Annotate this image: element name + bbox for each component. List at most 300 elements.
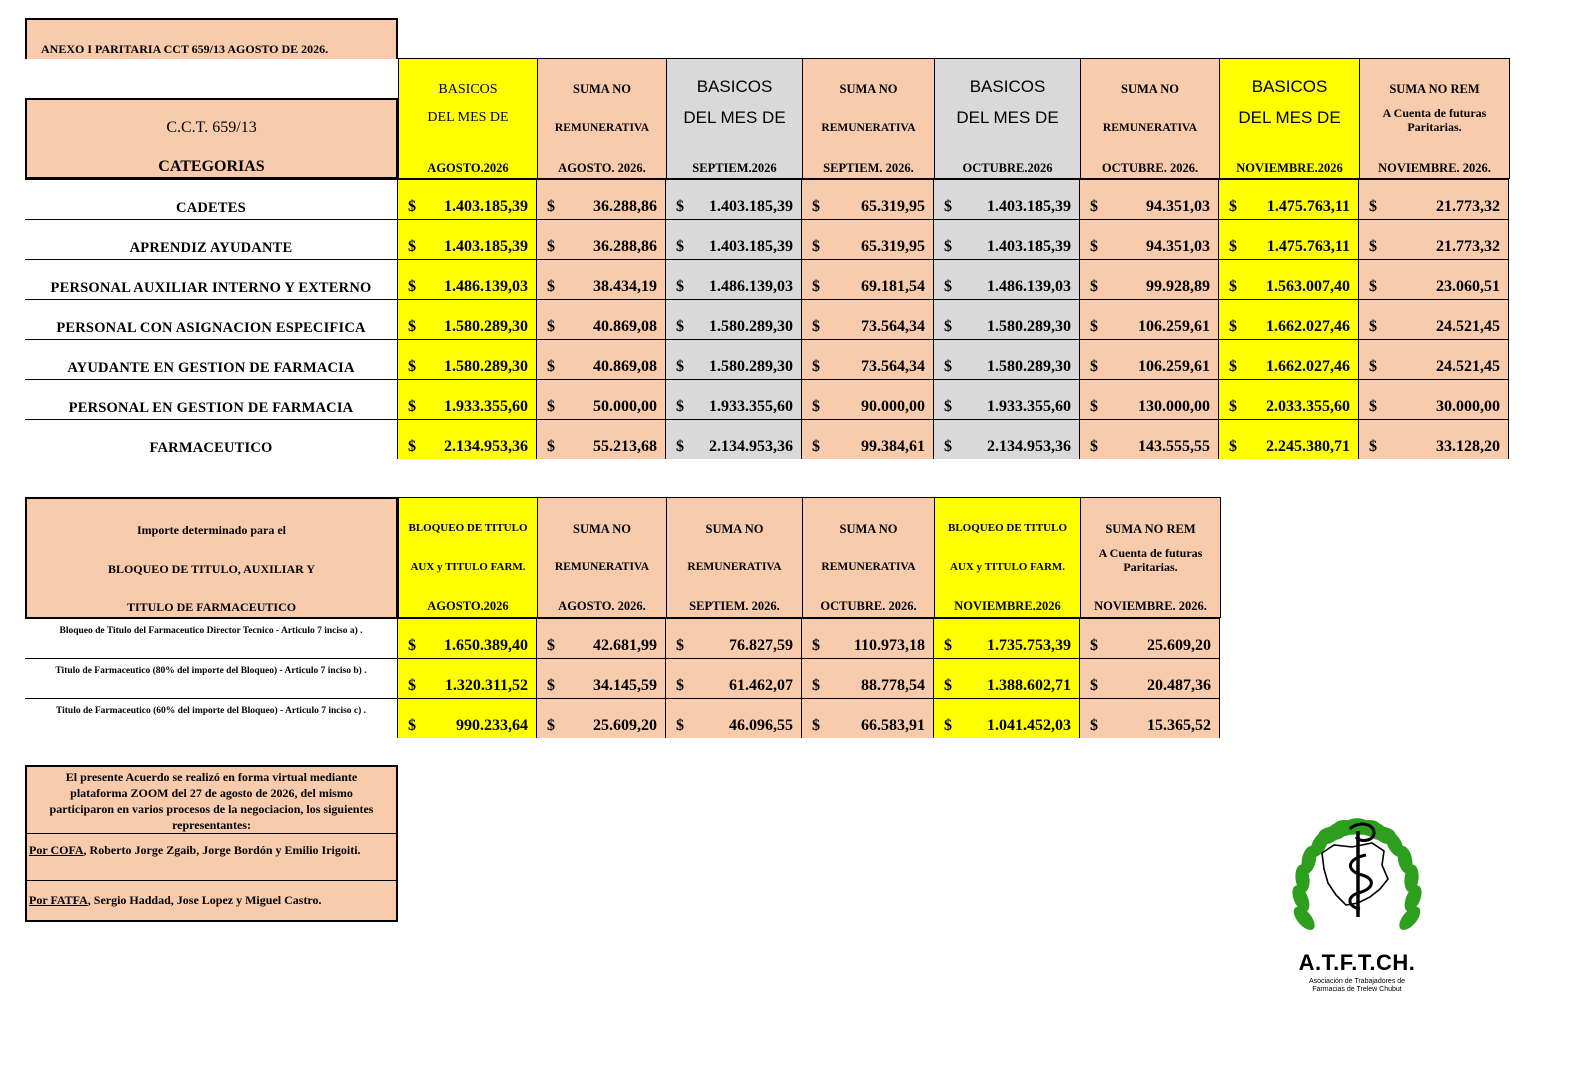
amount-value: 1.662.027,46 — [1266, 358, 1350, 375]
currency-sign: $ — [408, 238, 416, 255]
category-name: CADETES — [25, 179, 398, 219]
amount-cell — [398, 419, 537, 459]
col-header-6-line1: SUMA NO — [1121, 82, 1179, 96]
amount-cell — [398, 299, 537, 339]
amount-cell — [1359, 179, 1509, 219]
col-header-5 — [934, 58, 1081, 179]
amount-cell — [1219, 299, 1359, 339]
currency-sign: $ — [547, 677, 555, 694]
block-col-header-6 — [1080, 497, 1221, 618]
amount-cell — [802, 219, 934, 259]
amount-cell — [1359, 379, 1509, 419]
currency-sign: $ — [408, 318, 416, 335]
amount-value: 1.580.289,30 — [709, 358, 793, 375]
amount-cell — [802, 618, 934, 658]
amount-cell — [537, 618, 666, 658]
amount-value: 25.609,20 — [1147, 637, 1211, 654]
amount-cell — [1219, 419, 1359, 459]
atftch-logo — [1262, 785, 1452, 1000]
amount-value: 76.827,59 — [729, 637, 793, 654]
amount-value: 1.403.185,39 — [987, 238, 1071, 255]
col-header-4-line1: SUMA NO — [839, 82, 898, 96]
amount-cell — [398, 259, 537, 299]
currency-sign: $ — [676, 358, 684, 375]
amount-value: 94.351,03 — [1146, 198, 1210, 215]
amount-cell — [666, 339, 802, 379]
cofa-label: Por COFA — [29, 843, 84, 857]
amount-cell — [1359, 419, 1509, 459]
col-header-1 — [398, 58, 538, 179]
amount-value: 55.213,68 — [593, 438, 657, 455]
col-header-1-line1: BASICOS — [438, 82, 498, 97]
currency-sign: $ — [944, 398, 952, 415]
amount-cell — [537, 379, 666, 419]
agreement-fatfa — [27, 880, 396, 935]
table-row — [25, 658, 1220, 698]
cofa-names: , Roberto Jorge Zgaib, Jorge Bordón y Emilio Irigoiti. — [83, 843, 361, 857]
amount-value: 1.320.311,52 — [444, 677, 528, 694]
col-header-7-line2: DEL MES DE — [1238, 108, 1341, 127]
currency-sign: $ — [408, 438, 416, 455]
amount-cell — [398, 698, 537, 738]
amount-value: 65.319,95 — [861, 198, 925, 215]
amount-value: 1.580.289,30 — [444, 318, 528, 335]
amount-value: 38.434,19 — [593, 278, 657, 295]
currency-sign: $ — [408, 637, 416, 654]
amount-cell — [802, 339, 934, 379]
amount-cell — [1219, 339, 1359, 379]
amount-cell — [666, 219, 802, 259]
amount-cell — [666, 379, 802, 419]
amount-value: 40.869,08 — [593, 358, 657, 375]
table-row — [25, 618, 1220, 658]
amount-cell — [398, 618, 537, 658]
col-header-7-line3: NOVIEMBRE.2026 — [1236, 161, 1343, 175]
col-header-2-line2: REMUNERATIVA — [554, 122, 650, 134]
title-block-header-line2: BLOQUEO DE TITULO, AUXILIAR Y — [107, 562, 316, 576]
amount-value: 94.351,03 — [1146, 238, 1210, 255]
amount-value: 1.563.007,40 — [1266, 278, 1350, 295]
amount-value: 99.384,61 — [861, 438, 925, 455]
category-name: PERSONAL AUXILIAR INTERNO Y EXTERNO — [25, 259, 398, 299]
currency-sign: $ — [1090, 677, 1098, 694]
amount-cell — [802, 299, 934, 339]
currency-sign: $ — [812, 438, 820, 455]
amount-cell — [1359, 339, 1509, 379]
col-header-1-line3: AGOSTO.2026 — [427, 161, 509, 175]
amount-cell — [1219, 219, 1359, 259]
currency-sign: $ — [1090, 278, 1098, 295]
currency-sign: $ — [1229, 278, 1237, 295]
amount-cell — [1080, 698, 1220, 738]
amount-value: 110.973,18 — [853, 637, 925, 654]
currency-sign: $ — [547, 278, 555, 295]
amount-cell — [934, 259, 1080, 299]
currency-sign: $ — [812, 318, 820, 335]
amount-value: 143.555,55 — [1138, 438, 1210, 455]
currency-sign: $ — [1369, 398, 1377, 415]
currency-sign: $ — [408, 278, 416, 295]
amount-cell — [1219, 179, 1359, 219]
amount-value: 21.773,32 — [1436, 238, 1500, 255]
currency-sign: $ — [812, 677, 820, 694]
currency-sign: $ — [944, 358, 952, 375]
block-col-header-3 — [666, 497, 803, 618]
block-description: Titulo de Farmaceutico (80% del importe del Bloqueo) - Articulo 7 inciso b) . — [25, 658, 398, 698]
amount-value: 2.245.380,71 — [1266, 438, 1350, 455]
amount-value: 106.259,61 — [1138, 318, 1210, 335]
amount-value: 2.134.953,36 — [444, 438, 528, 455]
currency-sign: $ — [812, 637, 820, 654]
block-col-header-1-line3: AGOSTO.2026 — [427, 599, 509, 613]
currency-sign: $ — [944, 278, 952, 295]
amount-value: 1.403.185,39 — [444, 238, 528, 255]
block-col-header-6-line2: A Cuenta de futuras Paritarias. — [1098, 546, 1203, 574]
currency-sign: $ — [676, 198, 684, 215]
col-header-4-line3: SEPTIEM. 2026. — [823, 161, 914, 175]
amount-value: 1.403.185,39 — [709, 238, 793, 255]
fatfa-label: Por FATFA — [29, 893, 88, 907]
currency-sign: $ — [676, 677, 684, 694]
amount-value: 1.580.289,30 — [987, 318, 1071, 335]
currency-sign: $ — [812, 278, 820, 295]
currency-sign: $ — [812, 198, 820, 215]
col-header-5-line2: DEL MES DE — [956, 108, 1059, 127]
cct-label: C.C.T. 659/13 — [166, 119, 257, 136]
amount-value: 50.000,00 — [593, 398, 657, 415]
amount-cell — [537, 698, 666, 738]
block-col-header-1-line1: BLOQUEO DE TITULO — [408, 522, 528, 534]
block-col-header-2-line2: REMUNERATIVA — [554, 561, 650, 573]
amount-value: 66.583,91 — [861, 717, 925, 734]
amount-value: 46.096,55 — [729, 717, 793, 734]
col-header-8-line2: A Cuenta de futuras Paritarias. — [1382, 106, 1487, 134]
currency-sign: $ — [547, 318, 555, 335]
currency-sign: $ — [1229, 198, 1237, 215]
currency-sign: $ — [944, 318, 952, 335]
currency-sign: $ — [547, 637, 555, 654]
currency-sign: $ — [676, 438, 684, 455]
amount-value: 1.735.753,39 — [987, 637, 1071, 654]
amount-cell — [934, 618, 1080, 658]
currency-sign: $ — [676, 398, 684, 415]
amount-value: 69.181,54 — [861, 278, 925, 295]
amount-cell — [1080, 179, 1219, 219]
amount-value: 2.134.953,36 — [987, 438, 1071, 455]
currency-sign: $ — [1369, 318, 1377, 335]
currency-sign: $ — [547, 438, 555, 455]
category-name: PERSONAL CON ASIGNACION ESPECIFICA — [25, 299, 398, 339]
currency-sign: $ — [1229, 238, 1237, 255]
amount-value: 1.486.139,03 — [709, 278, 793, 295]
block-col-header-5 — [934, 497, 1081, 618]
col-header-7 — [1219, 58, 1360, 179]
amount-value: 1.403.185,39 — [987, 198, 1071, 215]
block-col-header-1-line2: AUX y TITULO FARM. — [410, 561, 526, 573]
amount-cell — [1359, 259, 1509, 299]
currency-sign: $ — [547, 238, 555, 255]
col-header-5-line1: BASICOS — [969, 77, 1046, 96]
currency-sign: $ — [547, 358, 555, 375]
amount-cell — [934, 379, 1080, 419]
col-header-7-line1: BASICOS — [1251, 77, 1328, 96]
amount-cell — [398, 379, 537, 419]
amount-value: 88.778,54 — [861, 677, 925, 694]
amount-cell — [934, 698, 1080, 738]
amount-cell — [666, 618, 802, 658]
amount-value: 25.609,20 — [593, 717, 657, 734]
currency-sign: $ — [812, 358, 820, 375]
category-name: FARMACEUTICO — [25, 419, 398, 459]
amount-cell — [398, 219, 537, 259]
amount-cell — [398, 658, 537, 698]
amount-cell — [1219, 379, 1359, 419]
col-header-2-line1: SUMA NO — [573, 82, 631, 96]
currency-sign: $ — [1090, 637, 1098, 654]
categories-label: CATEGORIAS — [158, 158, 265, 175]
amount-cell — [398, 339, 537, 379]
logo-subtitle-1: Asociación de Trabajadores de — [1308, 978, 1406, 985]
amount-cell — [802, 698, 934, 738]
block-col-header-4-line2: REMUNERATIVA — [821, 561, 916, 573]
col-header-3 — [666, 58, 803, 179]
currency-sign: $ — [1369, 438, 1377, 455]
amount-cell — [802, 179, 934, 219]
block-col-header-2-line3: AGOSTO. 2026. — [558, 599, 646, 613]
col-header-8-line1: SUMA NO REM — [1389, 82, 1480, 96]
currency-sign: $ — [1369, 238, 1377, 255]
amount-value: 1.580.289,30 — [444, 358, 528, 375]
table-row — [25, 219, 1509, 259]
currency-sign: $ — [1090, 398, 1098, 415]
currency-sign: $ — [408, 677, 416, 694]
col-header-3-line3: SEPTIEM.2026 — [692, 161, 777, 175]
amount-value: 24.521,45 — [1436, 358, 1500, 375]
amount-cell — [802, 658, 934, 698]
table-row — [25, 419, 1509, 459]
logo-title: A.T.F.T.CH. — [1298, 950, 1416, 975]
block-col-header-4-line1: SUMA NO — [839, 522, 898, 536]
amount-value: 36.288,86 — [593, 198, 657, 215]
currency-sign: $ — [408, 717, 416, 734]
amount-cell — [802, 259, 934, 299]
currency-sign: $ — [676, 278, 684, 295]
currency-sign: $ — [676, 637, 684, 654]
amount-value: 1.580.289,30 — [709, 318, 793, 335]
amount-cell — [934, 299, 1080, 339]
amount-value: 1.933.355,60 — [987, 398, 1071, 415]
amount-value: 20.487,36 — [1147, 677, 1211, 694]
amount-cell — [802, 379, 934, 419]
amount-value: 1.650.389,40 — [444, 637, 528, 654]
amount-cell — [537, 179, 666, 219]
amount-cell — [1080, 379, 1219, 419]
amount-cell — [1359, 219, 1509, 259]
col-header-4-line2: REMUNERATIVA — [821, 122, 916, 134]
col-header-3-line2: DEL MES DE — [683, 108, 786, 127]
block-description: Titulo de Farmaceutico (60% del importe del Bloqueo) - Articulo 7 inciso c) . — [25, 698, 398, 738]
amount-value: 73.564,34 — [861, 318, 925, 335]
amount-value: 15.365,52 — [1147, 717, 1211, 734]
amount-value: 61.462,07 — [729, 677, 793, 694]
currency-sign: $ — [547, 717, 555, 734]
amount-cell — [666, 179, 802, 219]
amount-value: 30.000,00 — [1436, 398, 1500, 415]
amount-value: 2.134.953,36 — [709, 438, 793, 455]
block-col-header-4 — [802, 497, 935, 618]
amount-value: 1.041.452,03 — [987, 717, 1071, 734]
currency-sign: $ — [1090, 198, 1098, 215]
amount-cell — [398, 179, 537, 219]
col-header-8 — [1359, 58, 1510, 179]
col-header-6-line3: OCTUBRE. 2026. — [1101, 161, 1199, 175]
amount-value: 33.128,20 — [1436, 438, 1500, 455]
currency-sign: $ — [676, 318, 684, 335]
currency-sign: $ — [1229, 358, 1237, 375]
table-row — [25, 698, 1220, 738]
col-header-1-line2: DEL MES DE — [427, 110, 509, 125]
currency-sign: $ — [944, 637, 952, 654]
logo-subtitle-2: Farmacias de Trelew Chubut — [1312, 986, 1402, 993]
currency-sign: $ — [812, 717, 820, 734]
block-col-header-2-line1: SUMA NO — [573, 522, 631, 536]
amount-value: 2.033.355,60 — [1266, 398, 1350, 415]
amount-value: 1.933.355,60 — [444, 398, 528, 415]
amount-value: 40.869,08 — [593, 318, 657, 335]
col-header-8-line3: NOVIEMBRE. 2026. — [1378, 161, 1491, 175]
amount-cell — [934, 658, 1080, 698]
block-col-header-5-line3: NOVIEMBRE.2026 — [954, 599, 1061, 613]
fatfa-names: , Sergio Haddad, Jose Lopez y Miguel Castro. — [87, 893, 322, 907]
currency-sign: $ — [408, 358, 416, 375]
category-name: PERSONAL EN GESTION DE FARMACIA — [25, 379, 398, 419]
amount-cell — [934, 339, 1080, 379]
block-col-header-1 — [398, 497, 538, 618]
agreement-box — [25, 765, 398, 922]
amount-value: 90.000,00 — [861, 398, 925, 415]
col-header-6-line2: REMUNERATIVA — [1102, 122, 1198, 134]
amount-value: 24.521,45 — [1436, 318, 1500, 335]
amount-cell — [1080, 419, 1219, 459]
amount-cell — [934, 419, 1080, 459]
currency-sign: $ — [1090, 438, 1098, 455]
amount-value: 42.681,99 — [593, 637, 657, 654]
amount-value: 1.475.763,11 — [1266, 198, 1350, 215]
amount-cell — [666, 698, 802, 738]
amount-cell — [802, 419, 934, 459]
col-header-2-line3: AGOSTO. 2026. — [558, 161, 646, 175]
title-block-header-line3: TITULO DE FARMACEUTICO — [126, 600, 297, 614]
currency-sign: $ — [547, 398, 555, 415]
block-col-header-5-line1: BLOQUEO DE TITULO — [948, 522, 1067, 534]
currency-sign: $ — [1090, 717, 1098, 734]
amount-cell — [1219, 259, 1359, 299]
currency-sign: $ — [944, 717, 952, 734]
category-name: APRENDIZ AYUDANTE — [25, 219, 398, 259]
currency-sign: $ — [408, 198, 416, 215]
amount-value: 21.773,32 — [1436, 198, 1500, 215]
title-block-header-line1: Importe determinado para el — [137, 523, 286, 537]
amount-value: 106.259,61 — [1138, 358, 1210, 375]
amount-value: 23.060,51 — [1436, 278, 1500, 295]
document-title: ANEXO I PARITARIA CCT 659/13 AGOSTO DE 2026. — [25, 18, 398, 59]
amount-value: 73.564,34 — [861, 358, 925, 375]
amount-cell — [537, 419, 666, 459]
amount-cell — [1080, 219, 1219, 259]
amount-value: 1.403.185,39 — [709, 198, 793, 215]
amount-cell — [537, 259, 666, 299]
amount-value: 1.403.185,39 — [444, 198, 528, 215]
table-row — [25, 299, 1509, 339]
block-col-header-5-line2: AUX y TITULO FARM. — [949, 561, 1066, 573]
amount-cell — [1080, 259, 1219, 299]
amount-cell — [537, 339, 666, 379]
laurel-wreath-icon — [1262, 785, 1452, 950]
currency-sign: $ — [676, 717, 684, 734]
table-row — [25, 379, 1509, 419]
amount-cell — [1080, 339, 1219, 379]
amount-value: 99.928,89 — [1146, 278, 1210, 295]
block-col-header-3-line1: SUMA NO — [705, 522, 764, 536]
col-header-3-line1: BASICOS — [696, 77, 773, 96]
block-col-header-2 — [537, 497, 667, 618]
currency-sign: $ — [1369, 278, 1377, 295]
currency-sign: $ — [1090, 238, 1098, 255]
currency-sign: $ — [1229, 318, 1237, 335]
amount-cell — [666, 419, 802, 459]
amount-value: 990.233,64 — [456, 717, 528, 734]
amount-value: 65.319,95 — [861, 238, 925, 255]
currency-sign: $ — [1090, 358, 1098, 375]
amount-cell — [537, 658, 666, 698]
block-col-header-6-line1: SUMA NO REM — [1105, 522, 1196, 536]
currency-sign: $ — [1369, 198, 1377, 215]
currency-sign: $ — [944, 198, 952, 215]
amount-value: 34.145,59 — [593, 677, 657, 694]
amount-value: 1.662.027,46 — [1266, 318, 1350, 335]
amount-cell — [537, 219, 666, 259]
amount-cell — [1080, 618, 1220, 658]
agreement-text: El presente Acuerdo se realizó en forma virtual mediante plataforma ZOOM del 27 de agosto de 2026, del mismo participaron en varios procesos de la negociacion, los siguientes representantes: — [49, 770, 374, 832]
block-col-header-6-line3: NOVIEMBRE. 2026. — [1094, 599, 1207, 613]
table-row — [25, 259, 1509, 299]
amount-value: 1.580.289,30 — [987, 358, 1071, 375]
categories-header — [25, 98, 398, 179]
amount-value: 1.475.763,11 — [1266, 238, 1350, 255]
title-block-header — [25, 497, 398, 618]
amount-value: 1.486.139,03 — [444, 278, 528, 295]
table-row — [25, 339, 1509, 379]
amount-cell — [934, 179, 1080, 219]
amount-cell — [537, 299, 666, 339]
currency-sign: $ — [547, 198, 555, 215]
amount-cell — [1359, 299, 1509, 339]
block-col-header-3-line3: SEPTIEM. 2026. — [689, 599, 780, 613]
currency-sign: $ — [1229, 398, 1237, 415]
amount-cell — [666, 658, 802, 698]
currency-sign: $ — [812, 238, 820, 255]
currency-sign: $ — [408, 398, 416, 415]
table-row — [25, 179, 1509, 219]
currency-sign: $ — [676, 238, 684, 255]
amount-value: 1.388.602,71 — [987, 677, 1071, 694]
block-col-header-3-line2: REMUNERATIVA — [687, 561, 782, 573]
currency-sign: $ — [812, 398, 820, 415]
amount-value: 130.000,00 — [1138, 398, 1210, 415]
amount-value: 1.933.355,60 — [709, 398, 793, 415]
col-header-4 — [802, 58, 935, 179]
category-name: AYUDANTE EN GESTION DE FARMACIA — [25, 339, 398, 379]
